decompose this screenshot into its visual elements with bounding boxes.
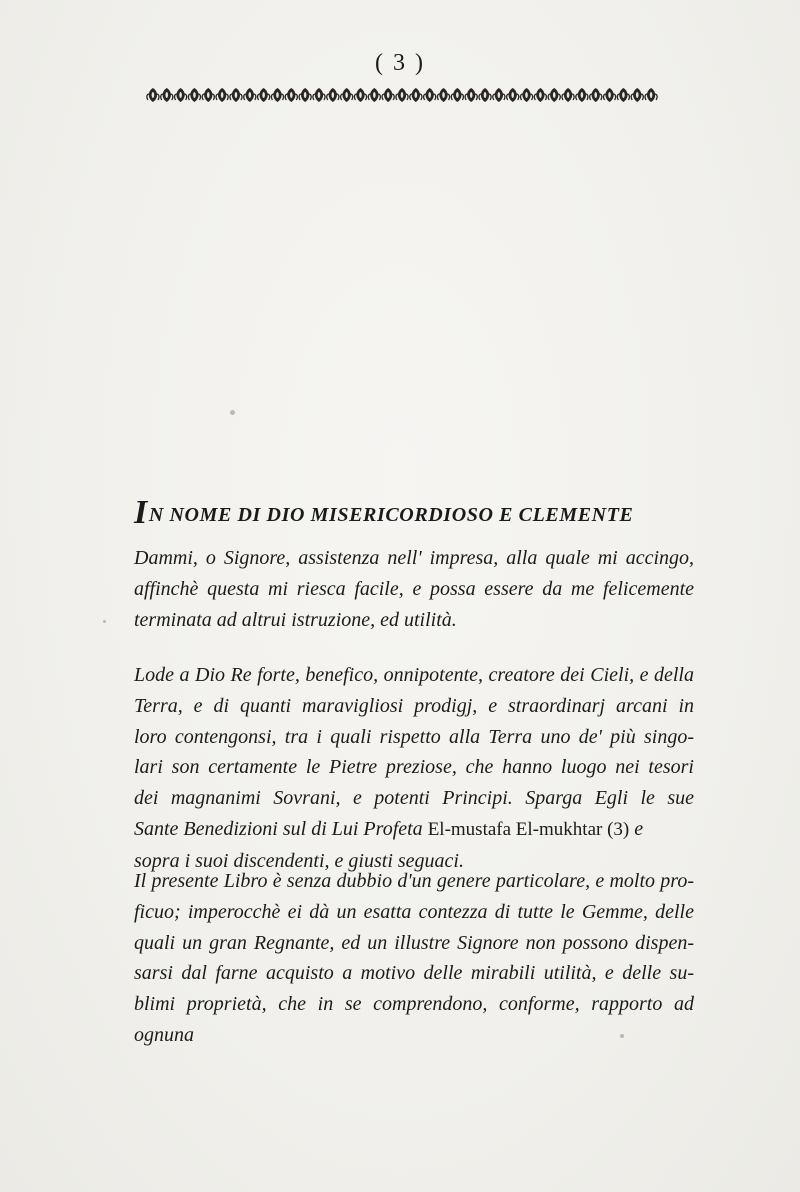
fleuron-icon — [590, 88, 602, 102]
paragraph-line: ficuo; imperocchè ei dà un esatta contezza di tutte le Gemme, delle — [134, 900, 694, 923]
fleuron-icon — [396, 88, 408, 102]
fleuron-icon — [202, 88, 214, 102]
paragraph-2 — [134, 660, 694, 877]
fleuron-icon — [341, 88, 353, 102]
fleuron-icon — [534, 88, 546, 102]
ornamental-border — [146, 86, 658, 104]
fleuron-icon — [521, 88, 533, 102]
fleuron-icon — [451, 88, 463, 102]
heading-text: N NOME DI DIO MISERICORDIOSO E CLEMENTE — [148, 504, 634, 526]
fleuron-icon — [161, 88, 173, 102]
paragraph-line: affinchè questa mi riesca facile, e possa essere da me felicemente — [134, 577, 694, 600]
fleuron-band-icon — [146, 86, 658, 104]
fleuron-icon — [230, 88, 242, 102]
paragraph-line: loro contengonsi, tra i quali rispetto alla Terra uno de' più singo- — [134, 725, 694, 748]
paragraph-line: Dammi, o Signore, assistenza nell' impresa, alla quale mi accingo, — [134, 547, 694, 569]
paragraph-3 — [134, 866, 694, 1051]
paragraph-line: Lode a Dio Re forte, benefico, onnipotente, creatore dei Cieli, e della — [134, 664, 694, 686]
paragraph-line: terminata ad altrui istruzione, ed utilità. — [134, 608, 457, 631]
paragraph-line: quali un gran Regnante, ed un illustre Signore non possono dispen- — [134, 931, 694, 954]
fleuron-icon — [424, 88, 436, 102]
fleuron-icon — [271, 88, 283, 102]
paper-speck — [103, 620, 106, 623]
fleuron-icon — [327, 88, 339, 102]
paragraph-line: Il presente Libro è senza dubbio d'un genere particolare, e molto pro- — [134, 870, 694, 892]
page-number: ( 3 ) — [375, 50, 425, 76]
paragraph-line: Sante Benedizioni sul di Lui Profeta — [134, 817, 423, 840]
fleuron-icon — [493, 88, 505, 102]
paragraph-1 — [134, 543, 694, 635]
fleuron-icon — [258, 88, 270, 102]
fleuron-icon — [507, 88, 519, 102]
fleuron-icon — [354, 88, 366, 102]
fleuron-icon — [576, 88, 588, 102]
fleuron-icon — [645, 88, 657, 102]
fleuron-icon — [617, 88, 629, 102]
paragraph-line: dei magnanimi Sovrani, e potenti Principi. Sparga Egli le sue — [134, 787, 694, 810]
prophet-name: El-mustafa El-mukhtar (3) — [427, 818, 630, 840]
fleuron-icon — [368, 88, 380, 102]
paragraph-line: lari son certamente le Pietre preziose, che hanno luogo nei tesori — [134, 756, 694, 779]
fleuron-icon — [313, 88, 325, 102]
paragraph-line-mixed — [134, 814, 694, 846]
fleuron-icon — [562, 88, 574, 102]
fleuron-icon — [216, 88, 228, 102]
paragraph-line: blimi proprietà, che in se comprendono, conforme, rapporto ad ognuna — [134, 993, 694, 1046]
paragraph-line-tail: e — [634, 817, 644, 840]
paper-speck — [230, 410, 235, 415]
fleuron-icon — [479, 88, 491, 102]
fleuron-icon — [188, 88, 200, 102]
paragraph-line: Terra, e di quanti maravigliosi prodigj, e straordinarj arcani in — [134, 694, 694, 717]
fleuron-icon — [548, 88, 560, 102]
fleuron-icon — [244, 88, 256, 102]
fleuron-icon — [299, 88, 311, 102]
paper-speck — [620, 1034, 624, 1038]
fleuron-icon — [175, 88, 187, 102]
fleuron-icon — [631, 88, 643, 102]
invocation-heading — [134, 494, 694, 532]
fleuron-icon — [382, 88, 394, 102]
heading-initial: I — [134, 494, 148, 531]
paragraph-line: sarsi dal farne acquisto a motivo delle mirabili utilità, e delle su- — [134, 962, 694, 985]
fleuron-icon — [465, 88, 477, 102]
fleuron-icon — [438, 88, 450, 102]
paragraph-line: sopra i suoi discendenti, e giusti seguaci. — [134, 849, 464, 872]
fleuron-icon — [147, 88, 159, 102]
fleuron-icon — [285, 88, 297, 102]
fleuron-icon — [410, 88, 422, 102]
fleuron-icon — [604, 88, 616, 102]
